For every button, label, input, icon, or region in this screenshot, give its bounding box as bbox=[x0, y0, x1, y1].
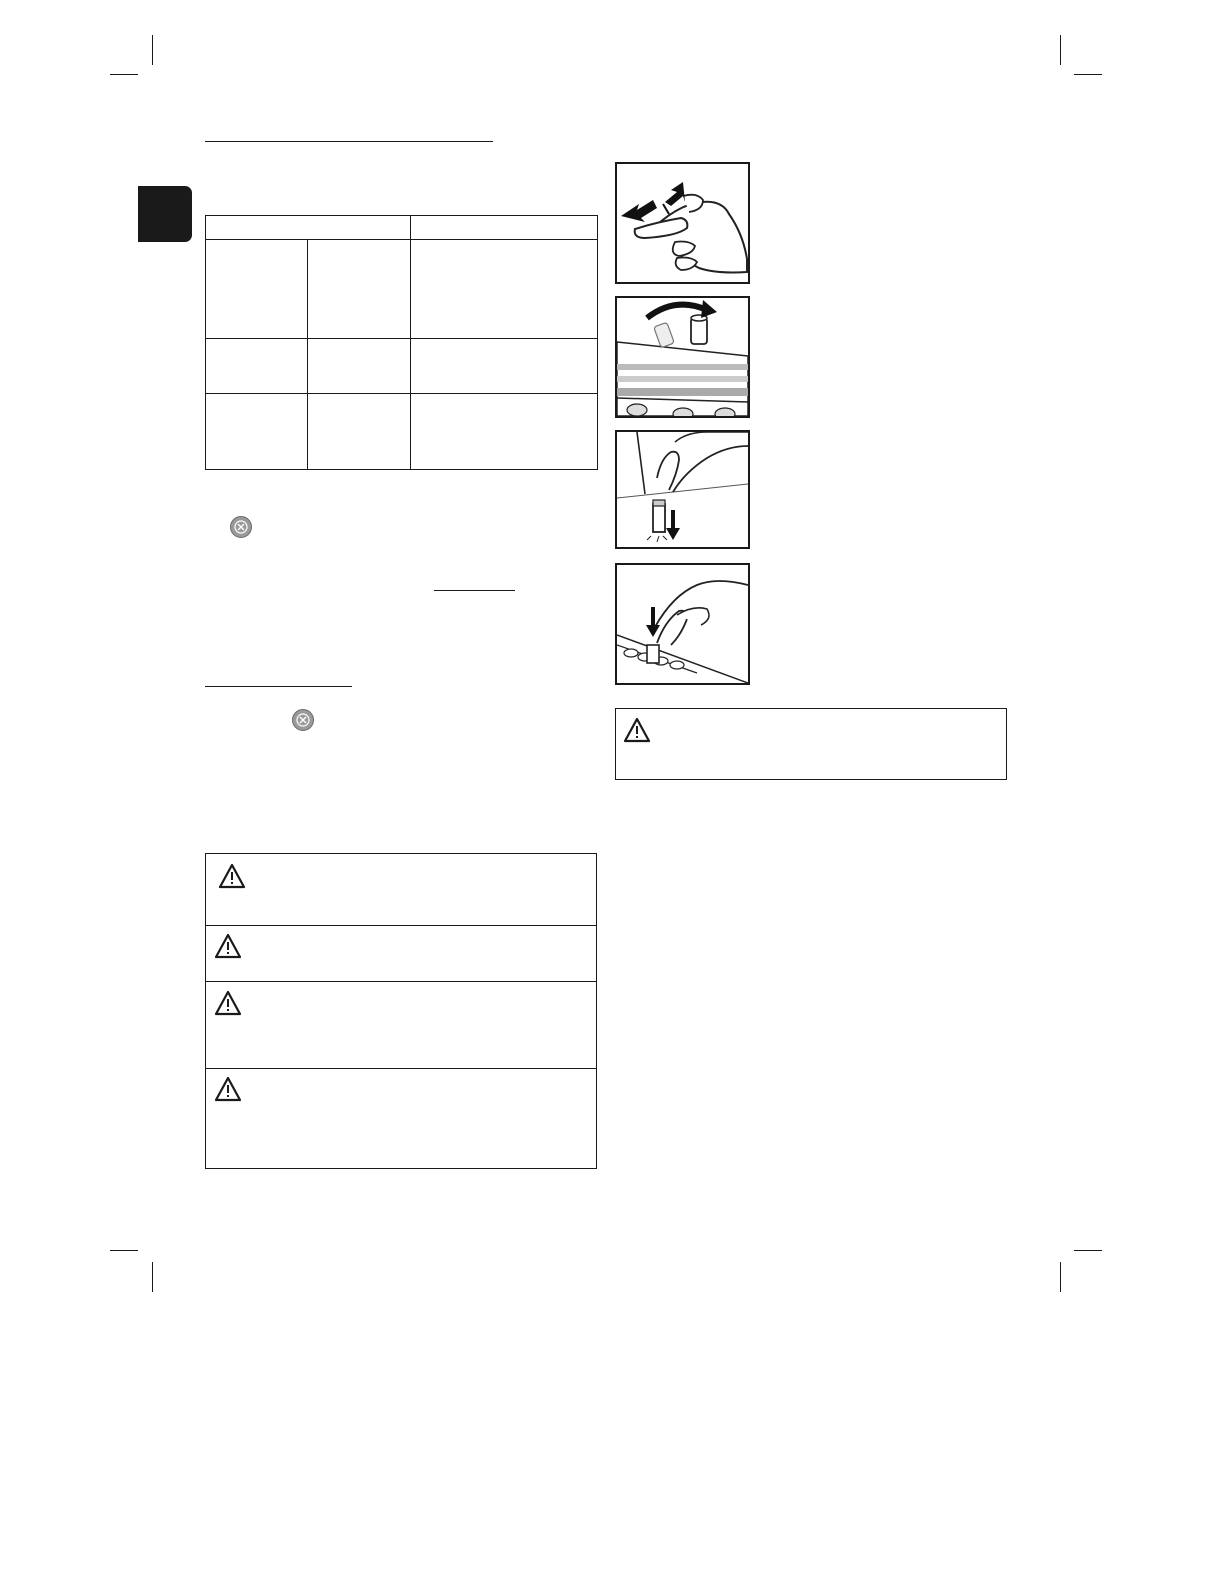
crop-mark bbox=[1060, 1262, 1061, 1292]
warning-box bbox=[205, 853, 597, 926]
crop-mark bbox=[1074, 74, 1102, 75]
inline-underline bbox=[434, 590, 515, 591]
language-tab bbox=[138, 186, 192, 242]
crop-mark bbox=[152, 35, 153, 65]
section-heading-underline bbox=[205, 141, 493, 142]
figure-press-down bbox=[615, 430, 750, 549]
crop-mark bbox=[110, 74, 138, 75]
table-cell bbox=[206, 339, 308, 394]
table-cell bbox=[411, 394, 598, 470]
warning-triangle-icon bbox=[214, 1076, 242, 1102]
figure-insert-button bbox=[615, 563, 750, 685]
table-cell bbox=[206, 394, 308, 470]
crop-mark bbox=[110, 1250, 138, 1251]
subsection-heading-underline bbox=[205, 686, 352, 687]
table-cell bbox=[411, 339, 598, 394]
warning-triangle-icon bbox=[218, 863, 246, 889]
warning-triangle-icon bbox=[214, 990, 242, 1016]
warning-box bbox=[205, 926, 597, 982]
figure-rotate-cap bbox=[615, 296, 750, 418]
warning-box bbox=[205, 1069, 597, 1169]
table-cell bbox=[308, 394, 411, 470]
crop-mark bbox=[1074, 1250, 1102, 1251]
warning-box bbox=[205, 982, 597, 1069]
table-cell bbox=[308, 339, 411, 394]
warning-triangle-icon bbox=[623, 717, 651, 743]
figure-pinch-test-strip bbox=[615, 162, 750, 284]
warning-triangle-icon bbox=[214, 933, 242, 959]
insert-button-icon bbox=[617, 565, 748, 683]
crop-mark bbox=[1060, 35, 1061, 65]
press-down-icon bbox=[617, 432, 748, 547]
hand-pinch-icon bbox=[617, 164, 748, 282]
table-header-cell bbox=[411, 216, 598, 240]
table-header-cell bbox=[206, 216, 411, 240]
crop-mark bbox=[152, 1262, 153, 1292]
water-hardness-table bbox=[205, 215, 598, 470]
rotate-cap-icon bbox=[617, 298, 748, 416]
descale-symbol-icon bbox=[292, 709, 314, 731]
descale-symbol-icon bbox=[230, 516, 252, 538]
table-cell bbox=[206, 240, 308, 339]
table-cell bbox=[411, 240, 598, 339]
table-cell bbox=[308, 240, 411, 339]
warning-box bbox=[615, 708, 1007, 780]
